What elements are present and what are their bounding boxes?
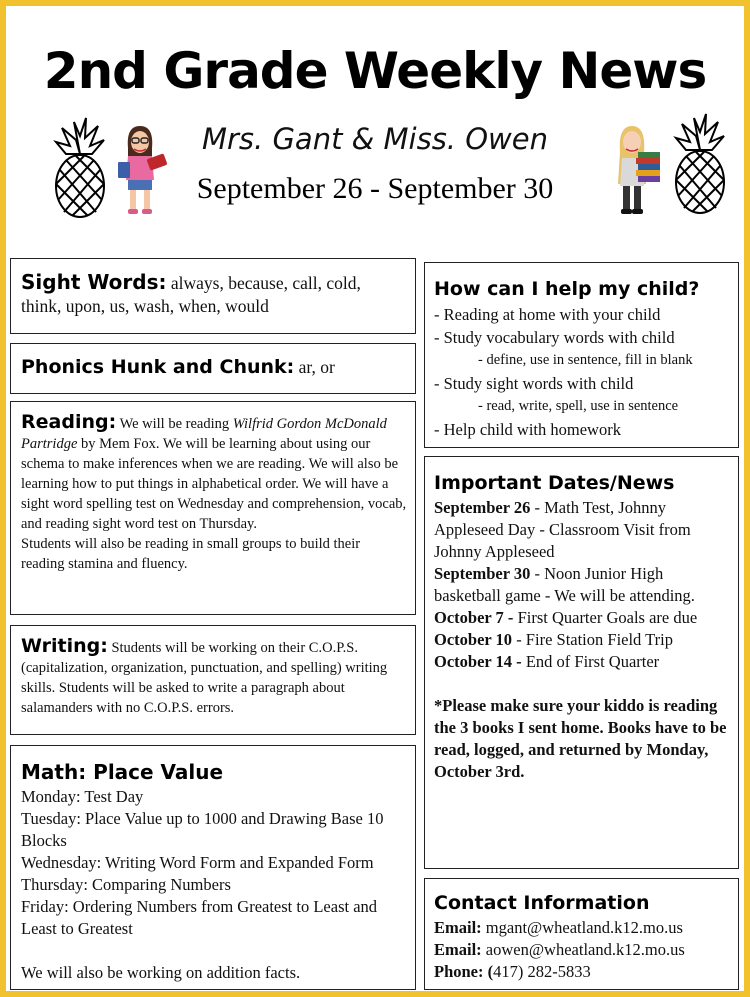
date-text: First Quarter Goals are due [513,608,698,627]
date-item [434,563,732,607]
date-item [434,629,732,651]
sight-words-box [10,258,416,334]
date-label: October 14 - [434,652,522,671]
help-item: - Study vocabulary words with child [434,328,675,347]
writing-heading: Writing: [21,635,108,657]
math-day-wednesday: Wednesday: Writing Word Form and Expanded Form [21,853,374,872]
help-box [424,262,739,448]
phonics-heading: Phonics Hunk and Chunk: [21,356,295,378]
sight-words-heading: Sight Words: [21,270,167,294]
teacher-avatar-left [114,122,174,216]
phone-number: 417) 282-5833 [493,962,591,981]
teacher-names: Mrs. Gant & Miss. Owen [201,122,549,156]
phonics-text: ar, or [298,357,335,377]
date-label: September 30 [434,564,531,583]
reading-body: by Mem Fox. We will be learning about using our schema to make inferences when we are reading. We will also be learning how to put things in alphabetical order. We will have a sight word spelling test on Wednesday and comprehension, vocab, and reading sight word test on Thursday. [21,436,407,532]
pineapple-icon [672,108,728,214]
date-text: - Math Test, Johnny Appleseed Day - Classroom Visit from Johnny Appleseed [434,498,691,561]
date-label: October 7 - [434,608,514,627]
help-item: - Study sight words with child [434,374,634,393]
date-label: September 26 [434,498,531,517]
teacher-avatar-right [610,124,666,216]
date-text: - Noon Junior High basketball game - We will be attending. [434,564,695,605]
email-link[interactable]: mgant@wheatland.k12.mo.us [485,918,683,937]
reading-intro: We will be reading [119,416,230,432]
date-item [434,651,732,673]
date-item [434,607,732,629]
phone-label: Phone: ( [434,962,494,981]
math-day-thursday: Thursday: Comparing Numbers [21,875,231,894]
pineapple-icon [52,112,108,218]
math-day-tuesday: Tuesday: Place Value up to 1000 and Drawing Base 10 Blocks [21,809,384,850]
math-note: We will also be working on addition facts. [21,963,301,982]
help-subitem: - read, write, spell, use in sentence [478,398,679,414]
date-label: October 10 [434,630,513,649]
email-label: Email: [434,918,482,937]
help-heading: How can I help my child? [434,278,700,300]
contact-heading: Contact Information [434,892,650,914]
writing-text: Students will be working on their C.O.P.S. (capitalization, organization, punctuation, and spelling) writing skills. Students will be asked to write a paragraph about salamanders with no C.O.P.S. errors. [21,640,388,716]
phonics-box [10,343,416,394]
math-day-friday: Friday: Ordering Numbers from Greatest to Least and Least to Greatest [21,897,378,938]
email-link[interactable]: aowen@wheatland.k12.mo.us [485,940,685,959]
date-text: End of First Quarter [521,652,660,671]
math-day-monday: Monday: Test Day [21,787,144,806]
reading-heading: Reading: [21,411,117,433]
math-box [10,745,416,990]
page-title: 2nd Grade Weekly News [43,42,707,100]
help-item: - Help child with homework [434,420,621,439]
dates-heading: Important Dates/News [434,472,675,494]
contact-box [424,878,739,990]
email-label: Email: [434,940,482,959]
book-title: Wilfrid Gordon McDonald Partridge [21,416,387,452]
sight-words-list: always, because, call, cold, think, upon, us, wash, when, would [21,273,361,316]
writing-box [10,625,416,735]
books-reminder: *Please make sure your kiddo is reading the 3 books I sent home. Books have to be read, logged, and returned by Monday, October 3rd. [434,696,727,781]
reading-box [10,401,416,615]
date-text: - Fire Station Field Trip [512,630,673,649]
reading-body-2: Students will also be reading in small groups to build their reading stamina and fluency. [21,536,361,572]
math-heading: Math: Place Value [21,760,224,784]
important-dates-box [424,456,739,869]
date-range: September 26 - September 30 [196,172,554,205]
help-item: - Reading at home with your child [434,305,661,324]
date-item [434,497,732,563]
help-subitem: - define, use in sentence, fill in blank [478,352,693,368]
